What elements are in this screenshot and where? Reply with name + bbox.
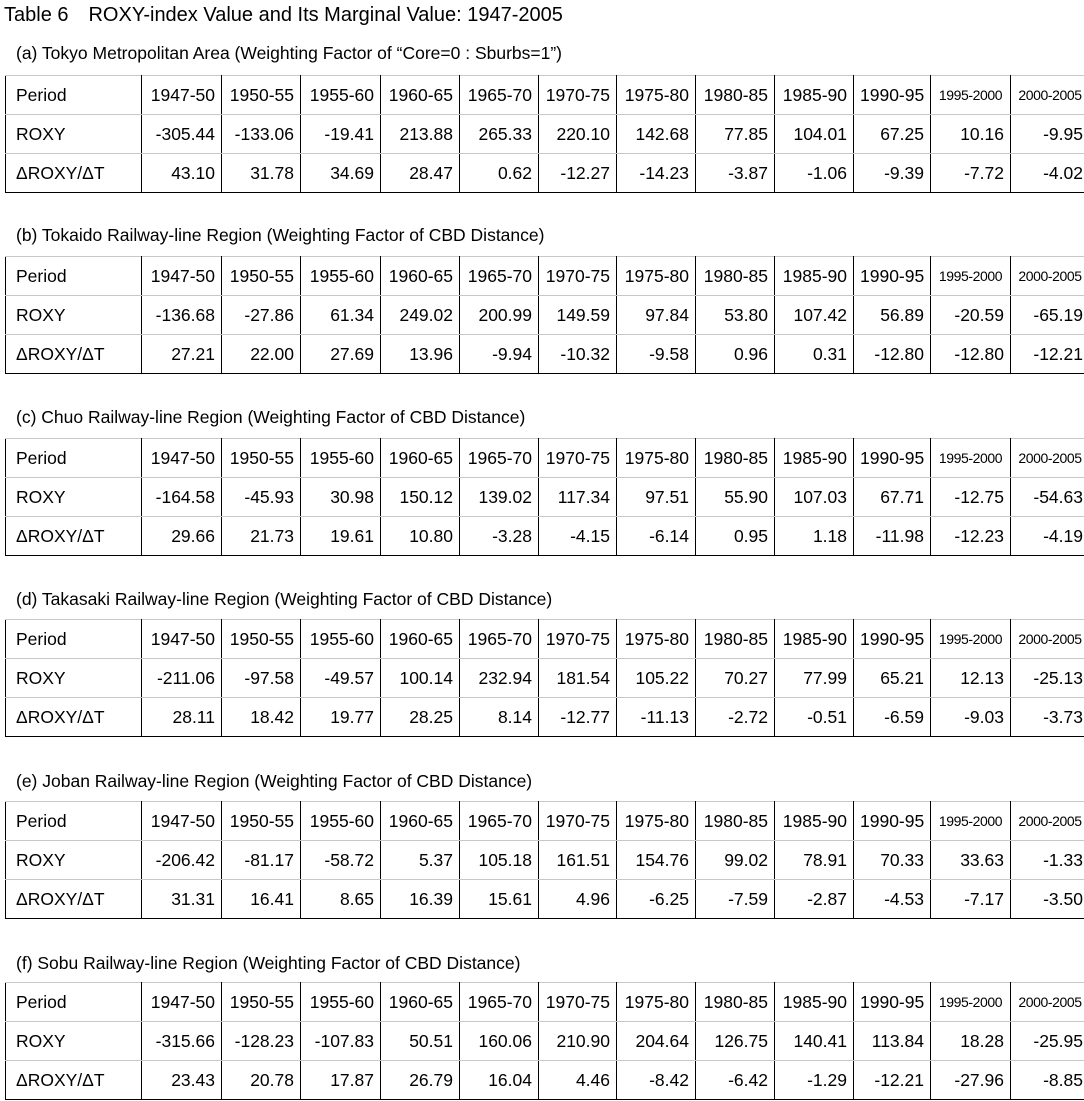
period-header-cell: 1960-65	[381, 439, 460, 478]
delta-roxy-value-cell: -12.80	[931, 335, 1011, 374]
period-header-cell: 1975-80	[617, 802, 696, 841]
period-header-cell: 1975-80	[617, 620, 696, 659]
period-header-cell: 1980-85	[696, 983, 775, 1022]
delta-roxy-value-cell: 4.96	[539, 880, 617, 919]
period-header-cell: 1960-65	[381, 983, 460, 1022]
period-header-cell: 1947-50	[142, 76, 222, 115]
delta-roxy-value-cell: -3.50	[1011, 880, 1084, 919]
roxy-value-cell: 50.51	[381, 1022, 460, 1061]
delta-roxy-row-label: ΔROXY/ΔT	[6, 517, 142, 556]
delta-roxy-value-cell: 27.69	[301, 335, 381, 374]
roxy-value-cell: 67.71	[854, 478, 931, 517]
roxy-value-cell: -19.41	[301, 115, 381, 154]
period-row-label: Period	[6, 802, 142, 841]
period-header-cell: 1947-50	[142, 802, 222, 841]
roxy-value-cell: -164.58	[142, 478, 222, 517]
period-header-cell: 1965-70	[460, 802, 539, 841]
roxy-value-cell: -25.13	[1011, 659, 1084, 698]
delta-roxy-value-cell: -12.21	[854, 1061, 931, 1100]
roxy-value-cell: 18.28	[931, 1022, 1011, 1061]
period-row	[6, 76, 1084, 115]
period-header-cell: 1985-90	[775, 620, 854, 659]
period-row-label: Period	[6, 983, 142, 1022]
delta-roxy-value-cell: 31.31	[142, 880, 222, 919]
roxy-value-cell: 117.34	[539, 478, 617, 517]
roxy-value-cell: 213.88	[381, 115, 460, 154]
roxy-value-cell: 61.34	[301, 296, 381, 335]
delta-roxy-value-cell: -8.85	[1011, 1061, 1084, 1100]
roxy-row-label: ROXY	[6, 1022, 142, 1061]
delta-roxy-value-cell: -12.80	[854, 335, 931, 374]
roxy-row	[6, 1022, 1084, 1061]
roxy-value-cell: -12.75	[931, 478, 1011, 517]
period-header-cell: 1970-75	[539, 76, 617, 115]
roxy-value-cell: 105.18	[460, 841, 539, 880]
delta-roxy-value-cell: -3.73	[1011, 698, 1084, 737]
delta-roxy-value-cell: -12.23	[931, 517, 1011, 556]
period-row-label: Period	[6, 439, 142, 478]
delta-roxy-row	[6, 335, 1084, 374]
period-header-cell: 2000-2005	[1011, 257, 1084, 296]
period-row	[6, 257, 1084, 296]
roxy-value-cell: 56.89	[854, 296, 931, 335]
delta-roxy-row	[6, 1061, 1084, 1100]
delta-roxy-row-label: ΔROXY/ΔT	[6, 335, 142, 374]
delta-roxy-row-label: ΔROXY/ΔT	[6, 1061, 142, 1100]
roxy-value-cell: 70.27	[696, 659, 775, 698]
roxy-value-cell: 160.06	[460, 1022, 539, 1061]
data-table-b	[5, 256, 1084, 374]
period-header-cell: 1985-90	[775, 802, 854, 841]
roxy-value-cell: -305.44	[142, 115, 222, 154]
delta-roxy-value-cell: 23.43	[142, 1061, 222, 1100]
section-title-d: (d) Takasaki Railway-line Region (Weighting Factor of CBD Distance)	[16, 589, 553, 609]
period-header-cell: 2000-2005	[1011, 76, 1084, 115]
roxy-row	[6, 296, 1084, 335]
delta-roxy-value-cell: -3.28	[460, 517, 539, 556]
roxy-value-cell: -45.93	[222, 478, 301, 517]
delta-roxy-value-cell: -6.59	[854, 698, 931, 737]
delta-roxy-value-cell: 28.25	[381, 698, 460, 737]
delta-roxy-value-cell: 0.95	[696, 517, 775, 556]
delta-roxy-value-cell: -4.15	[539, 517, 617, 556]
roxy-value-cell: 139.02	[460, 478, 539, 517]
period-header-cell: 1975-80	[617, 76, 696, 115]
delta-roxy-value-cell: 10.80	[381, 517, 460, 556]
roxy-row-label: ROXY	[6, 478, 142, 517]
roxy-value-cell: 200.99	[460, 296, 539, 335]
period-header-cell: 1955-60	[301, 983, 381, 1022]
roxy-value-cell: 97.51	[617, 478, 696, 517]
delta-roxy-value-cell: -4.53	[854, 880, 931, 919]
roxy-value-cell: -107.83	[301, 1022, 381, 1061]
delta-roxy-value-cell: -6.42	[696, 1061, 775, 1100]
period-header-cell: 1995-2000	[931, 802, 1011, 841]
delta-roxy-value-cell: 0.31	[775, 335, 854, 374]
period-header-cell: 1965-70	[460, 76, 539, 115]
data-table-a	[5, 75, 1084, 193]
delta-roxy-value-cell: -9.03	[931, 698, 1011, 737]
roxy-row-label: ROXY	[6, 296, 142, 335]
roxy-value-cell: 113.84	[854, 1022, 931, 1061]
period-header-cell: 1965-70	[460, 439, 539, 478]
roxy-value-cell: -128.23	[222, 1022, 301, 1061]
period-header-cell: 1955-60	[301, 257, 381, 296]
roxy-value-cell: 154.76	[617, 841, 696, 880]
data-table-f	[5, 982, 1084, 1100]
period-header-cell: 1990-95	[854, 257, 931, 296]
delta-roxy-value-cell: 0.62	[460, 154, 539, 193]
period-header-cell: 1995-2000	[931, 257, 1011, 296]
roxy-value-cell: -136.68	[142, 296, 222, 335]
delta-roxy-row	[6, 154, 1084, 193]
roxy-value-cell: 149.59	[539, 296, 617, 335]
period-header-cell: 1980-85	[696, 257, 775, 296]
delta-roxy-value-cell: 18.42	[222, 698, 301, 737]
period-header-cell: 1985-90	[775, 76, 854, 115]
roxy-value-cell: 140.41	[775, 1022, 854, 1061]
roxy-value-cell: 220.10	[539, 115, 617, 154]
period-header-cell: 1980-85	[696, 439, 775, 478]
delta-roxy-value-cell: 15.61	[460, 880, 539, 919]
section-title-b: (b) Tokaido Railway-line Region (Weighting Factor of CBD Distance)	[16, 225, 545, 245]
data-table-e	[5, 801, 1084, 919]
delta-roxy-row	[6, 698, 1084, 737]
period-header-cell: 1970-75	[539, 983, 617, 1022]
roxy-value-cell: 265.33	[460, 115, 539, 154]
delta-roxy-value-cell: -3.87	[696, 154, 775, 193]
period-header-cell: 1990-95	[854, 983, 931, 1022]
period-header-cell: 1985-90	[775, 257, 854, 296]
section-title-c: (c) Chuo Railway-line Region (Weighting Factor of CBD Distance)	[16, 407, 526, 427]
roxy-value-cell: 70.33	[854, 841, 931, 880]
roxy-value-cell: -133.06	[222, 115, 301, 154]
period-header-cell: 1950-55	[222, 620, 301, 659]
period-header-cell: 1950-55	[222, 257, 301, 296]
roxy-value-cell: 181.54	[539, 659, 617, 698]
section-title-f: (f) Sobu Railway-line Region (Weighting Factor of CBD Distance)	[16, 953, 521, 973]
delta-roxy-value-cell: -6.14	[617, 517, 696, 556]
period-row-label: Period	[6, 620, 142, 659]
period-header-cell: 2000-2005	[1011, 620, 1084, 659]
period-row	[6, 802, 1084, 841]
delta-roxy-value-cell: 34.69	[301, 154, 381, 193]
period-header-cell: 1980-85	[696, 76, 775, 115]
period-header-cell: 1965-70	[460, 257, 539, 296]
roxy-value-cell: -315.66	[142, 1022, 222, 1061]
delta-roxy-value-cell: -7.17	[931, 880, 1011, 919]
period-header-cell: 1975-80	[617, 257, 696, 296]
roxy-value-cell: 33.63	[931, 841, 1011, 880]
delta-roxy-row-label: ΔROXY/ΔT	[6, 154, 142, 193]
delta-roxy-value-cell: 19.61	[301, 517, 381, 556]
section-title-a: (a) Tokyo Metropolitan Area (Weighting Factor of “Core=0 : Sburbs=1”)	[16, 43, 562, 63]
period-row-label: Period	[6, 76, 142, 115]
period-row	[6, 620, 1084, 659]
roxy-value-cell: 99.02	[696, 841, 775, 880]
delta-roxy-value-cell: 26.79	[381, 1061, 460, 1100]
roxy-value-cell: 210.90	[539, 1022, 617, 1061]
roxy-value-cell: -206.42	[142, 841, 222, 880]
roxy-value-cell: 100.14	[381, 659, 460, 698]
delta-roxy-value-cell: -14.23	[617, 154, 696, 193]
period-header-cell: 1975-80	[617, 983, 696, 1022]
roxy-row	[6, 115, 1084, 154]
period-header-cell: 1947-50	[142, 257, 222, 296]
data-table-d	[5, 619, 1084, 737]
delta-roxy-value-cell: 19.77	[301, 698, 381, 737]
period-header-cell: 1990-95	[854, 76, 931, 115]
roxy-value-cell: -211.06	[142, 659, 222, 698]
roxy-row-label: ROXY	[6, 659, 142, 698]
roxy-value-cell: -20.59	[931, 296, 1011, 335]
period-header-cell: 1965-70	[460, 620, 539, 659]
roxy-value-cell: 104.01	[775, 115, 854, 154]
roxy-value-cell: 30.98	[301, 478, 381, 517]
delta-roxy-value-cell: 31.78	[222, 154, 301, 193]
delta-roxy-value-cell: -2.72	[696, 698, 775, 737]
period-header-cell: 1970-75	[539, 439, 617, 478]
delta-roxy-value-cell: -11.98	[854, 517, 931, 556]
roxy-value-cell: 232.94	[460, 659, 539, 698]
period-header-cell: 2000-2005	[1011, 439, 1084, 478]
roxy-value-cell: -58.72	[301, 841, 381, 880]
delta-roxy-value-cell: -4.19	[1011, 517, 1084, 556]
period-header-cell: 1947-50	[142, 620, 222, 659]
roxy-value-cell: -54.63	[1011, 478, 1084, 517]
period-header-cell: 1955-60	[301, 76, 381, 115]
period-row	[6, 983, 1084, 1022]
period-header-cell: 1950-55	[222, 802, 301, 841]
period-header-cell: 1985-90	[775, 983, 854, 1022]
period-header-cell: 1955-60	[301, 439, 381, 478]
delta-roxy-value-cell: -12.21	[1011, 335, 1084, 374]
roxy-value-cell: 142.68	[617, 115, 696, 154]
roxy-value-cell: 55.90	[696, 478, 775, 517]
roxy-value-cell: 77.85	[696, 115, 775, 154]
period-header-cell: 1990-95	[854, 620, 931, 659]
period-header-cell: 2000-2005	[1011, 802, 1084, 841]
roxy-row-label: ROXY	[6, 841, 142, 880]
roxy-value-cell: 204.64	[617, 1022, 696, 1061]
delta-roxy-value-cell: -27.96	[931, 1061, 1011, 1100]
roxy-value-cell: 77.99	[775, 659, 854, 698]
delta-roxy-value-cell: -4.02	[1011, 154, 1084, 193]
period-header-cell: 1960-65	[381, 802, 460, 841]
period-header-cell: 1960-65	[381, 620, 460, 659]
period-header-cell: 1980-85	[696, 802, 775, 841]
delta-roxy-value-cell: -12.77	[539, 698, 617, 737]
delta-roxy-row-label: ΔROXY/ΔT	[6, 880, 142, 919]
delta-roxy-value-cell: -9.94	[460, 335, 539, 374]
roxy-value-cell: -9.95	[1011, 115, 1084, 154]
period-header-cell: 1995-2000	[931, 983, 1011, 1022]
period-header-cell: 1995-2000	[931, 620, 1011, 659]
period-header-cell: 1985-90	[775, 439, 854, 478]
roxy-value-cell: 10.16	[931, 115, 1011, 154]
delta-roxy-value-cell: 27.21	[142, 335, 222, 374]
roxy-value-cell: -27.86	[222, 296, 301, 335]
delta-roxy-value-cell: 28.47	[381, 154, 460, 193]
roxy-value-cell: -81.17	[222, 841, 301, 880]
period-header-cell: 1947-50	[142, 983, 222, 1022]
delta-roxy-value-cell: 13.96	[381, 335, 460, 374]
roxy-row	[6, 659, 1084, 698]
roxy-value-cell: 161.51	[539, 841, 617, 880]
delta-roxy-value-cell: -6.25	[617, 880, 696, 919]
delta-roxy-value-cell: 16.41	[222, 880, 301, 919]
delta-roxy-value-cell: 4.46	[539, 1061, 617, 1100]
roxy-row	[6, 841, 1084, 880]
roxy-value-cell: -97.58	[222, 659, 301, 698]
delta-roxy-value-cell: 0.96	[696, 335, 775, 374]
period-header-cell: 1965-70	[460, 983, 539, 1022]
delta-roxy-value-cell: 20.78	[222, 1061, 301, 1100]
delta-roxy-row	[6, 880, 1084, 919]
data-table-c	[5, 438, 1084, 556]
delta-roxy-value-cell: 1.18	[775, 517, 854, 556]
delta-roxy-value-cell: -7.72	[931, 154, 1011, 193]
period-header-cell: 1995-2000	[931, 439, 1011, 478]
delta-roxy-row-label: ΔROXY/ΔT	[6, 698, 142, 737]
period-header-cell: 1950-55	[222, 983, 301, 1022]
delta-roxy-value-cell: 8.65	[301, 880, 381, 919]
period-header-cell: 1960-65	[381, 257, 460, 296]
period-row	[6, 439, 1084, 478]
delta-roxy-value-cell: -10.32	[539, 335, 617, 374]
delta-roxy-row	[6, 517, 1084, 556]
table-title: Table 6 ROXY-index Value and Its Marginal Value: 1947-2005	[4, 4, 563, 26]
delta-roxy-value-cell: 8.14	[460, 698, 539, 737]
period-header-cell: 1995-2000	[931, 76, 1011, 115]
roxy-value-cell: -65.19	[1011, 296, 1084, 335]
delta-roxy-value-cell: 16.39	[381, 880, 460, 919]
delta-roxy-value-cell: -11.13	[617, 698, 696, 737]
roxy-value-cell: 107.03	[775, 478, 854, 517]
period-header-cell: 1950-55	[222, 439, 301, 478]
roxy-value-cell: 67.25	[854, 115, 931, 154]
delta-roxy-value-cell: 28.11	[142, 698, 222, 737]
delta-roxy-value-cell: -8.42	[617, 1061, 696, 1100]
roxy-row-label: ROXY	[6, 115, 142, 154]
delta-roxy-value-cell: -9.39	[854, 154, 931, 193]
roxy-value-cell: -49.57	[301, 659, 381, 698]
period-header-cell: 1990-95	[854, 802, 931, 841]
period-header-cell: 1970-75	[539, 257, 617, 296]
roxy-value-cell: -1.33	[1011, 841, 1084, 880]
period-header-cell: 2000-2005	[1011, 983, 1084, 1022]
delta-roxy-value-cell: 21.73	[222, 517, 301, 556]
roxy-value-cell: 249.02	[381, 296, 460, 335]
roxy-value-cell: -25.95	[1011, 1022, 1084, 1061]
roxy-value-cell: 105.22	[617, 659, 696, 698]
period-header-cell: 1980-85	[696, 620, 775, 659]
delta-roxy-value-cell: -12.27	[539, 154, 617, 193]
period-header-cell: 1960-65	[381, 76, 460, 115]
roxy-value-cell: 126.75	[696, 1022, 775, 1061]
roxy-value-cell: 12.13	[931, 659, 1011, 698]
period-header-cell: 1947-50	[142, 439, 222, 478]
delta-roxy-value-cell: 29.66	[142, 517, 222, 556]
delta-roxy-value-cell: 22.00	[222, 335, 301, 374]
roxy-value-cell: 150.12	[381, 478, 460, 517]
delta-roxy-value-cell: -2.87	[775, 880, 854, 919]
delta-roxy-value-cell: 17.87	[301, 1061, 381, 1100]
roxy-row	[6, 478, 1084, 517]
delta-roxy-value-cell: -0.51	[775, 698, 854, 737]
roxy-value-cell: 97.84	[617, 296, 696, 335]
roxy-value-cell: 107.42	[775, 296, 854, 335]
section-title-e: (e) Joban Railway-line Region (Weighting Factor of CBD Distance)	[16, 771, 533, 791]
period-header-cell: 1990-95	[854, 439, 931, 478]
delta-roxy-value-cell: 43.10	[142, 154, 222, 193]
delta-roxy-value-cell: -7.59	[696, 880, 775, 919]
period-header-cell: 1975-80	[617, 439, 696, 478]
period-header-cell: 1950-55	[222, 76, 301, 115]
period-header-cell: 1970-75	[539, 620, 617, 659]
delta-roxy-value-cell: -1.06	[775, 154, 854, 193]
roxy-value-cell: 78.91	[775, 841, 854, 880]
period-header-cell: 1970-75	[539, 802, 617, 841]
period-header-cell: 1955-60	[301, 620, 381, 659]
roxy-value-cell: 53.80	[696, 296, 775, 335]
period-row-label: Period	[6, 257, 142, 296]
delta-roxy-value-cell: -9.58	[617, 335, 696, 374]
delta-roxy-value-cell: -1.29	[775, 1061, 854, 1100]
period-header-cell: 1955-60	[301, 802, 381, 841]
roxy-value-cell: 5.37	[381, 841, 460, 880]
roxy-value-cell: 65.21	[854, 659, 931, 698]
delta-roxy-value-cell: 16.04	[460, 1061, 539, 1100]
